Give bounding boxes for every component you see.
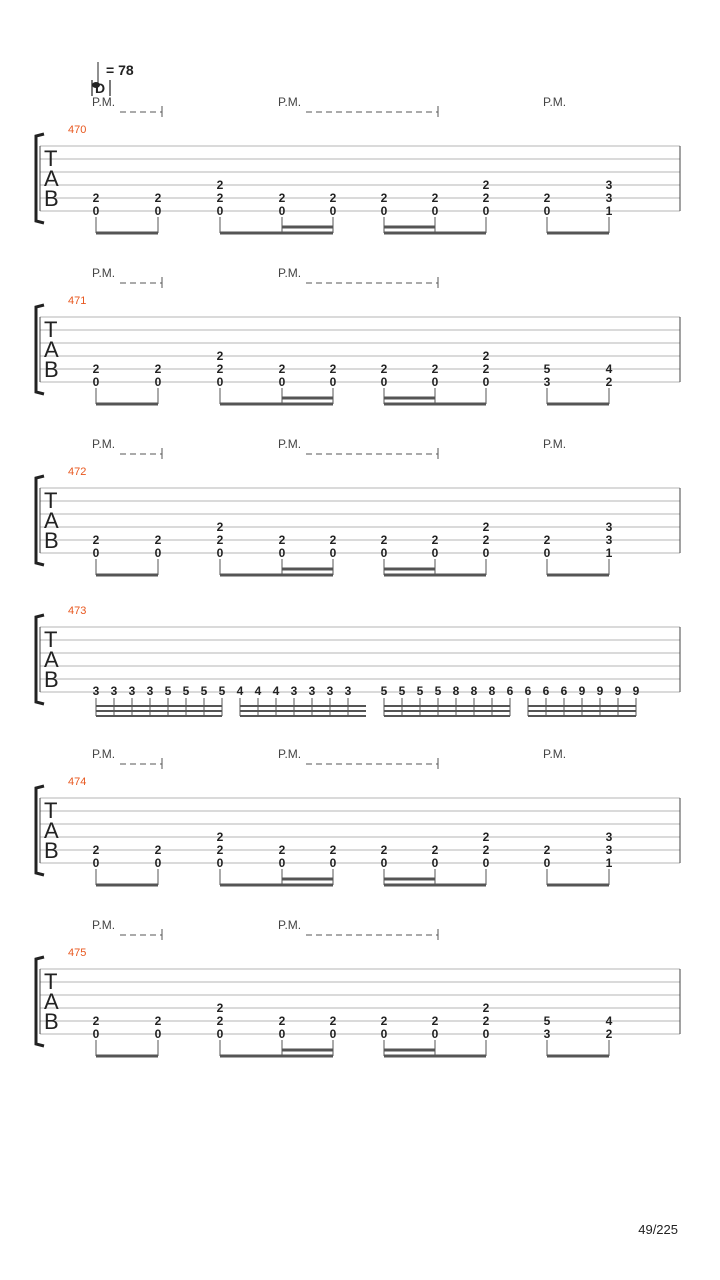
fret-number: 3 [605, 830, 613, 844]
fret-number: 5 [434, 684, 442, 698]
fret-number: 5 [543, 1014, 551, 1028]
palm-mute-label: P.M. [92, 747, 116, 761]
fret-number: 2 [278, 191, 286, 205]
fret-number: 0 [216, 856, 224, 870]
fret-number: 0 [329, 375, 337, 389]
fret-number: 9 [596, 684, 604, 698]
measure-number: 471 [68, 295, 87, 307]
fret-number: 2 [380, 533, 388, 547]
fret-number: 3 [605, 178, 613, 192]
tab-clef-letter: A [44, 647, 59, 672]
fret-number: 0 [154, 856, 162, 870]
fret-number: 0 [482, 546, 490, 560]
fret-number: 0 [431, 1027, 439, 1041]
tab-system [36, 95, 680, 233]
fret-number: 5 [416, 684, 424, 698]
fret-number: 3 [128, 684, 136, 698]
fret-number: 2 [278, 362, 286, 376]
fret-number: 2 [543, 843, 551, 857]
fret-number: 2 [329, 843, 337, 857]
fret-number: 2 [216, 1001, 224, 1015]
measure-number: 473 [68, 605, 87, 617]
fret-number: 2 [380, 843, 388, 857]
fret-number: 3 [92, 684, 100, 698]
fret-number: 5 [200, 684, 208, 698]
fret-number: 2 [329, 533, 337, 547]
fret-number: 8 [470, 684, 478, 698]
fret-number: 2 [482, 191, 490, 205]
fret-number: 0 [154, 1027, 162, 1041]
fret-number: 0 [216, 1027, 224, 1041]
fret-number: 8 [488, 684, 496, 698]
fret-number: 0 [329, 546, 337, 560]
fret-number: 2 [216, 362, 224, 376]
fret-number: 2 [380, 1014, 388, 1028]
fret-number: 2 [92, 362, 100, 376]
palm-mute-label: P.M. [92, 266, 116, 280]
fret-number: 2 [216, 1014, 224, 1028]
tab-clef-letter: B [44, 1009, 59, 1034]
fret-number: 2 [154, 1014, 162, 1028]
fret-number: 2 [482, 520, 490, 534]
tab-clef-letter: T [44, 317, 58, 342]
tab-system [36, 918, 680, 1056]
fret-number: 3 [605, 533, 613, 547]
systems [36, 95, 680, 1056]
fret-number: 2 [431, 533, 439, 547]
fret-number: 2 [154, 362, 162, 376]
fret-number: 3 [543, 375, 551, 389]
fret-number: 9 [632, 684, 640, 698]
fret-number: 1 [605, 204, 613, 218]
fret-number: 2 [329, 362, 337, 376]
tab-clef-letter: T [44, 627, 58, 652]
fret-number: 2 [216, 830, 224, 844]
fret-number: 1 [605, 546, 613, 560]
tab-system [36, 266, 680, 404]
palm-mute-label: P.M. [92, 437, 116, 451]
fret-number: 0 [482, 856, 490, 870]
fret-number: 6 [560, 684, 568, 698]
tempo-text: = 78 [106, 62, 134, 78]
fret-number: 5 [164, 684, 172, 698]
fret-number: 1 [605, 856, 613, 870]
fret-number: 0 [278, 856, 286, 870]
fret-number: 5 [398, 684, 406, 698]
fret-number: 0 [380, 856, 388, 870]
fret-number: 0 [92, 546, 100, 560]
tab-clef-letter: B [44, 528, 59, 553]
fret-number: 2 [278, 533, 286, 547]
fret-number: 5 [218, 684, 226, 698]
palm-mute-label: P.M. [92, 918, 116, 932]
fret-number: 0 [329, 856, 337, 870]
fret-number: 0 [278, 546, 286, 560]
fret-number: 3 [605, 843, 613, 857]
fret-number: 2 [329, 1014, 337, 1028]
fret-number: 0 [92, 204, 100, 218]
fret-number: 0 [380, 375, 388, 389]
fret-number: 2 [216, 533, 224, 547]
fret-number: 4 [272, 684, 280, 698]
fret-number: 0 [92, 856, 100, 870]
tab-clef-letter: B [44, 838, 59, 863]
tab-clef-letter: T [44, 969, 58, 994]
fret-number: 2 [543, 533, 551, 547]
fret-number: 2 [482, 533, 490, 547]
measure-number: 475 [68, 947, 87, 959]
fret-number: 2 [92, 533, 100, 547]
fret-number: 0 [543, 856, 551, 870]
fret-number: 2 [154, 533, 162, 547]
fret-number: 2 [92, 1014, 100, 1028]
fret-number: 0 [380, 546, 388, 560]
section-marker-box [92, 80, 110, 96]
tab-clef-letter: A [44, 508, 59, 533]
palm-mute-label: P.M. [278, 266, 302, 280]
tab-clef-letter: A [44, 989, 59, 1014]
palm-mute-label: P.M. [543, 437, 567, 451]
fret-number: 0 [380, 204, 388, 218]
fret-number: 3 [326, 684, 334, 698]
fret-number: 5 [182, 684, 190, 698]
palm-mute-label: P.M. [278, 95, 302, 109]
fret-number: 2 [278, 1014, 286, 1028]
fret-number: 5 [380, 684, 388, 698]
fret-number: 0 [482, 204, 490, 218]
fret-number: 2 [431, 843, 439, 857]
tab-clef-letter: T [44, 798, 58, 823]
fret-number: 2 [482, 362, 490, 376]
fret-number: 2 [92, 843, 100, 857]
fret-number: 2 [154, 843, 162, 857]
fret-number: 3 [605, 520, 613, 534]
fret-number: 2 [92, 191, 100, 205]
fret-number: 0 [431, 375, 439, 389]
palm-mute-label: P.M. [92, 95, 116, 109]
tab-clef-letter: B [44, 667, 59, 692]
fret-number: 0 [278, 204, 286, 218]
fret-number: 0 [92, 375, 100, 389]
fret-number: 0 [216, 546, 224, 560]
fret-number: 0 [329, 204, 337, 218]
fret-number: 2 [431, 191, 439, 205]
palm-mute-label: P.M. [278, 437, 302, 451]
fret-number: 2 [380, 191, 388, 205]
fret-number: 2 [482, 178, 490, 192]
fret-number: 0 [482, 375, 490, 389]
fret-number: 2 [605, 375, 613, 389]
measure-number: 470 [68, 124, 87, 136]
fret-number: 6 [542, 684, 550, 698]
fret-number: 8 [452, 684, 460, 698]
fret-number: 0 [431, 856, 439, 870]
tab-clef-letter: T [44, 488, 58, 513]
tab-system [36, 605, 680, 716]
fret-number: 0 [482, 1027, 490, 1041]
fret-number: 4 [605, 1014, 613, 1028]
tab-clef-letter: A [44, 166, 59, 191]
measure-number: 474 [68, 776, 87, 788]
fret-number: 4 [236, 684, 244, 698]
fret-number: 2 [482, 830, 490, 844]
section-marker-letter: D [95, 80, 106, 96]
palm-mute-label: P.M. [278, 747, 302, 761]
fret-number: 2 [482, 1014, 490, 1028]
fret-number: 0 [431, 546, 439, 560]
fret-number: 2 [278, 843, 286, 857]
fret-number: 0 [216, 375, 224, 389]
fret-number: 5 [543, 362, 551, 376]
tab-system [36, 437, 680, 575]
fret-number: 0 [216, 204, 224, 218]
fret-number: 2 [154, 191, 162, 205]
tab-system [36, 747, 680, 885]
palm-mute-label: P.M. [543, 95, 567, 109]
palm-mute-label: P.M. [543, 747, 567, 761]
page-number: 49/225 [638, 1222, 678, 1237]
measure-number: 472 [68, 466, 87, 478]
fret-number: 6 [506, 684, 514, 698]
fret-number: 3 [308, 684, 316, 698]
fret-number: 9 [614, 684, 622, 698]
fret-number: 0 [154, 204, 162, 218]
fret-number: 0 [543, 546, 551, 560]
fret-number: 2 [482, 1001, 490, 1015]
fret-number: 9 [578, 684, 586, 698]
fret-number: 3 [110, 684, 118, 698]
fret-number: 2 [482, 349, 490, 363]
fret-number: 0 [278, 375, 286, 389]
fret-number: 2 [431, 362, 439, 376]
fret-number: 0 [329, 1027, 337, 1041]
fret-number: 0 [92, 1027, 100, 1041]
tab-clef-letter: B [44, 357, 59, 382]
tab-clef-letter: A [44, 337, 59, 362]
fret-number: 2 [216, 349, 224, 363]
palm-mute-label: P.M. [278, 918, 302, 932]
fret-number: 2 [329, 191, 337, 205]
fret-number: 0 [154, 546, 162, 560]
fret-number: 4 [605, 362, 613, 376]
fret-number: 3 [344, 684, 352, 698]
fret-number: 3 [543, 1027, 551, 1041]
fret-number: 2 [216, 520, 224, 534]
fret-number: 0 [543, 204, 551, 218]
tab-clef-letter: A [44, 818, 59, 843]
fret-number: 6 [524, 684, 532, 698]
fret-number: 0 [431, 204, 439, 218]
fret-number: 0 [278, 1027, 286, 1041]
tab-clef-letter: T [44, 146, 58, 171]
fret-number: 2 [605, 1027, 613, 1041]
fret-number: 2 [543, 191, 551, 205]
tab-clef-letter: B [44, 186, 59, 211]
fret-number: 2 [482, 843, 490, 857]
fret-number: 2 [216, 178, 224, 192]
fret-number: 2 [431, 1014, 439, 1028]
fret-number: 3 [290, 684, 298, 698]
fret-number: 3 [605, 191, 613, 205]
fret-number: 0 [154, 375, 162, 389]
fret-number: 2 [380, 362, 388, 376]
fret-number: 0 [380, 1027, 388, 1041]
fret-number: 3 [146, 684, 154, 698]
fret-number: 4 [254, 684, 262, 698]
fret-number: 2 [216, 843, 224, 857]
fret-number: 2 [216, 191, 224, 205]
